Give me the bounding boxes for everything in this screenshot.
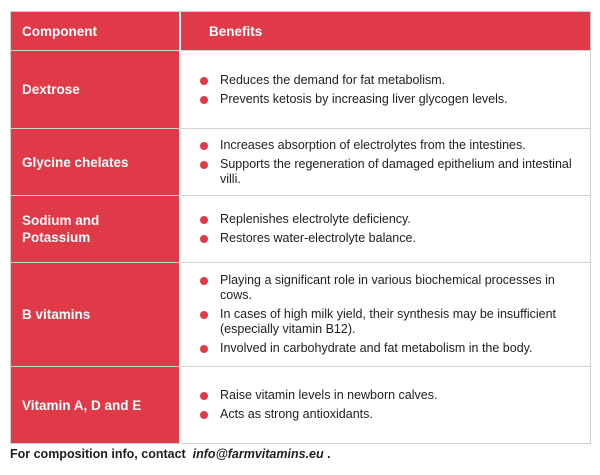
bullet-icon — [200, 345, 208, 353]
bullet-icon — [200, 161, 208, 169]
bullet-icon — [200, 96, 208, 104]
table-row-b-vitamins — [11, 262, 590, 366]
component-line: Sodium and — [22, 213, 100, 228]
benefit-item — [200, 138, 590, 153]
benefit-text — [220, 307, 556, 337]
contact-footer — [10, 447, 331, 461]
bullet-icon — [200, 235, 208, 243]
footer-suffix: . — [323, 447, 331, 461]
table-header-row — [11, 12, 590, 50]
benefit-item — [200, 407, 590, 422]
table-row-glycine — [11, 128, 590, 195]
benefit-line: (especially vitamin B12). — [220, 322, 356, 336]
component-cell: B vitamins — [11, 263, 181, 366]
bullet-icon — [200, 77, 208, 85]
bullet-icon — [200, 311, 208, 319]
benefit-item — [200, 92, 590, 107]
benefit-item — [200, 388, 590, 403]
bullet-icon — [200, 142, 208, 150]
email-link[interactable]: info@farmvitamins.eu — [192, 447, 324, 461]
component-cell — [11, 196, 181, 262]
table-row-sodium-potassium — [11, 195, 590, 262]
component-line: Potassium — [22, 230, 91, 245]
header-benefits: Benefits — [181, 12, 590, 50]
bullet-icon — [200, 411, 208, 419]
benefit-item — [200, 307, 590, 337]
benefit-text: Involved in carbohydrate and fat metabolism in the body. — [220, 341, 533, 355]
benefit-text: Restores water-electrolyte balance. — [220, 231, 416, 245]
footer-prefix: For composition info, contact — [10, 447, 186, 461]
benefit-text: Raise vitamin levels in newborn calves. — [220, 388, 438, 402]
bullet-icon — [200, 216, 208, 224]
benefit-text: Acts as strong antioxidants. — [220, 407, 373, 421]
component-cell: Dextrose — [11, 51, 181, 128]
benefits-cell — [181, 129, 590, 195]
benefit-item — [200, 73, 590, 88]
benefit-item — [200, 157, 590, 187]
benefits-table — [10, 11, 591, 444]
benefit-text: Reduces the demand for fat metabolism. — [220, 72, 446, 87]
benefit-item — [200, 341, 590, 356]
benefits-cell — [181, 196, 590, 262]
benefit-line: In cases of high milk yield, their synthesis may be insufficient — [220, 307, 557, 321]
benefit-text: Replenishes electrolyte deficiency. — [220, 212, 411, 226]
benefits-cell — [181, 51, 590, 128]
benefit-item — [200, 212, 590, 227]
benefits-cell — [181, 367, 590, 443]
table-row-dextrose — [11, 50, 590, 128]
benefit-item — [200, 231, 590, 246]
bullet-icon — [200, 392, 208, 400]
table-row-vitamin-ade — [11, 366, 590, 443]
component-cell: Glycine chelates — [11, 129, 181, 195]
benefit-text: Prevents ketosis by increasing liver glycogen levels. — [220, 91, 508, 106]
benefit-text: Playing a significant role in various biochemical processes in cows. — [220, 273, 555, 302]
header-component: Component — [11, 12, 181, 50]
component-cell: Vitamin A, D and E — [11, 367, 181, 443]
benefit-text: Supports the regeneration of damaged epithelium and intestinal villi. — [220, 156, 572, 186]
benefits-cell — [181, 263, 590, 366]
benefit-text: Increases absorption of electrolytes from the intestines. — [220, 137, 526, 152]
benefit-item — [200, 273, 590, 303]
bullet-icon — [200, 277, 208, 285]
